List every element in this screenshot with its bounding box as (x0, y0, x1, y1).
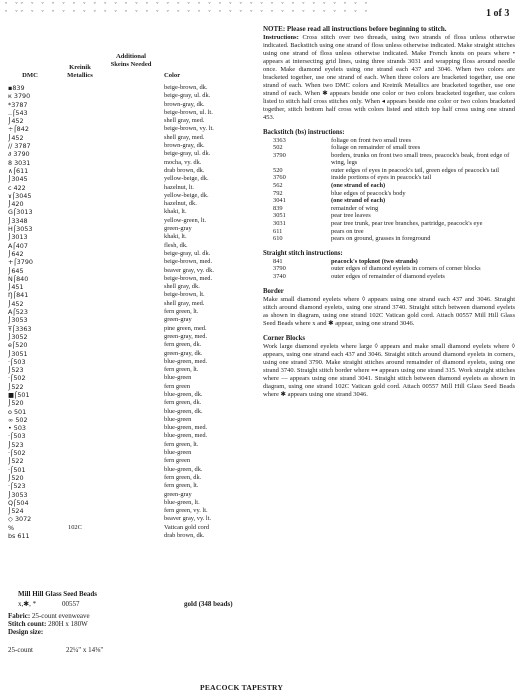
legend-symbol-dmc: ∞ 502 (8, 415, 28, 424)
stitch-description: (one strand of each) (331, 182, 386, 190)
instructions-paragraph (263, 34, 515, 122)
legend-symbol-dmc: ⌡523 (8, 366, 24, 375)
legend-color: fern green, vy. lt. (164, 507, 208, 515)
legend-color: green-gray, dk. (164, 349, 203, 357)
border-text: Make small diamond eyelets where ◊ appears using one strand each 437 and 3046. Straight stitch around diamond eyelets, using one strand 3740. Straight stitch between diamond eyelets as shown in diagram, using one strand 102C Vatican gold cord. Attach 00557 Mill Hill Glass Seed Beads where x and ✱ appear, using one strand 3046. (263, 295, 515, 327)
header-skeins: Additional Skeins Needed (110, 53, 152, 68)
legend-symbol-dmc: *3787 (8, 100, 28, 109)
legend-color: flesh, dk. (164, 241, 188, 249)
note: NOTE: Please read all instructions before beginning to stitch. (263, 25, 447, 33)
legend-symbol-dmc: ⌡452 (8, 133, 24, 142)
legend-symbol-dmc: Ŋ⌠841 (8, 291, 29, 300)
stitch-description: inside portions of eyes in peacock's tail (331, 174, 432, 182)
instructions-label: Instructions: (263, 33, 299, 41)
legend-symbol-dmc: ÷⌠842 (8, 125, 29, 134)
legend-row (8, 466, 258, 474)
legend-symbol-dmc: G⌠3013 (8, 208, 33, 217)
stitch-description: outer edges of remainder of diamond eyelets (331, 273, 445, 280)
legend-color: yellow-green, lt. (164, 216, 207, 224)
stitch-description: borders, trunks on front two small trees, peacock's beak, front edge of wing, legs (331, 151, 510, 167)
stitch-description: outer edges of eyes in peacock's tail, green edges of peacock's tail (331, 166, 500, 174)
legend-symbol-dmc: ⌡520 (8, 399, 24, 408)
legend-row (8, 325, 258, 333)
stitch-description: peacock's topknot (two strands) (331, 257, 418, 265)
legend-row (8, 374, 258, 382)
stitch-floss-number: 611 (273, 227, 283, 235)
legend-row (8, 316, 258, 324)
legend-row (8, 250, 258, 258)
legend-color: beige-brown, vy. lt. (164, 125, 214, 133)
legend-row (8, 366, 258, 374)
legend-row (8, 532, 258, 540)
legend-symbol-dmc: ⌡3013 (8, 233, 28, 242)
legend-symbol-dmc: ⌡642 (8, 249, 24, 258)
legend-row (8, 482, 258, 490)
scan-noise-top: ˇ ˇˇ ˇ ˇ ˇ ˇ ˇ ˇ ˇ ˇ ˇ ˇ ˇ ˇ ˇ ˇ ˇ ˇ ˇ ˇ ˇ ˇ ˇ ˇ ˇ ˇ ˇ ˇ ˇ ˇ ˇ ˇ ˇ ˇ ˇ (4, 2, 370, 10)
legend-symbol-dmc: N⌠840 (8, 274, 29, 283)
legend-color: blue-green, med. (164, 432, 208, 440)
stitch-description: foliage on remainder of small trees (331, 144, 421, 152)
legend-color: blue-green, dk. (164, 390, 203, 398)
legend-row (8, 416, 258, 424)
footer-title: PEACOCK TAPESTRY (200, 683, 284, 692)
legend-symbol-dmc: Ŧ⌠3363 (8, 324, 32, 333)
stitch-floss-number: 502 (273, 144, 283, 152)
legend-color: yellow-beige, dk. (164, 191, 209, 199)
stitch-floss-number: 3790 (273, 265, 286, 273)
legend-color: blue-green, dk. (164, 407, 203, 415)
legend-row (8, 208, 258, 216)
legend-color: khaki, lt. (164, 208, 187, 216)
legend-color: beige-brown, med. (164, 274, 213, 282)
legend-row (8, 391, 258, 399)
legend-row (8, 150, 258, 158)
legend-row (8, 275, 258, 283)
stitch-floss-number: 562 (273, 182, 283, 190)
stitch-floss-number: 3031 (273, 220, 286, 228)
legend-symbol-dmc: 8 3031 (8, 158, 31, 167)
legend-color: shell gray, med. (164, 117, 205, 125)
stitch-row (263, 228, 515, 236)
legend-symbol-dmc: ɤ⌠3045 (8, 191, 32, 200)
legend-row (8, 424, 258, 432)
legend-symbol-dmc: A⌠523 (8, 308, 28, 317)
legend-symbol-dmc: ·⌠502 (8, 449, 26, 458)
stitch-row (263, 197, 515, 205)
color-legend (8, 84, 258, 540)
legend-symbol-dmc: % (8, 523, 15, 532)
legend-row (8, 457, 258, 465)
legend-color: green-gray (164, 225, 192, 233)
stitch-description: blue edges of peacock's body (331, 189, 406, 197)
legend-color: blue-green, med. (164, 424, 208, 432)
legend-color: shell gray, med. (164, 299, 205, 307)
legend-color: hazelnut, lt. (164, 183, 194, 191)
legend-row (8, 499, 258, 507)
legend-row (8, 175, 258, 183)
legend-row (8, 399, 258, 407)
legend-row (8, 408, 258, 416)
legend-symbol-dmc: ·⌠523 (8, 482, 26, 491)
legend-color: green-gray, med. (164, 332, 208, 340)
corner-blocks-text: Work large diamond eyelets where large ◊ appears and make small diamond eyelets where ◊ appears, using one strand each 437 and 3046. Straight stitch around diamond eyelets in corners, using one strand 3790. Make straight stitches around remainder of diamond eyelets, using one strand 3740. Straight stitch border where ⊶ appears using one strand 315. Work straight stitches where — appears using one strand 3041. Straight stitch between diamond eyelets as shown in diagram, using one strand 102C Vatican gold cord. Attach 00557 Mill Hill Glass Seed Beads where ✱ appears using one strand 3046. (263, 342, 515, 398)
legend-color: beaver gray, vy. lt. (164, 515, 212, 523)
legend-color: fern green, lt. (164, 482, 199, 490)
stitch-row (263, 182, 515, 190)
legend-symbol-dmc: ..⌠543 (8, 108, 28, 117)
stitch-floss-number: 3051 (273, 212, 286, 220)
legend-symbol-dmc: ⌡452 (8, 117, 24, 126)
legend-row (8, 267, 258, 275)
stitch-count-label: Stitch count: (8, 620, 47, 629)
legend-row (8, 308, 258, 316)
legend-row (8, 474, 258, 482)
stitch-description: pears on tree (331, 227, 364, 235)
legend-row (8, 142, 258, 150)
stitch-floss-number: 839 (273, 204, 283, 212)
legend-color: fern green, lt. (164, 440, 199, 448)
stitch-row (263, 137, 515, 145)
stitch-row (263, 235, 515, 243)
legend-symbol-dmc: ·⌠502 (8, 374, 26, 383)
stitch-row (263, 152, 515, 167)
legend-symbol-dmc: // 3787 (8, 142, 31, 151)
legend-symbol-dmc: ·⌠503 (8, 357, 26, 366)
legend-row (8, 491, 258, 499)
legend-row (8, 432, 258, 440)
stitch-floss-number: 3760 (273, 174, 286, 182)
legend-symbol-dmc: ▪839 (8, 84, 25, 92)
legend-row (8, 291, 258, 299)
legend-color: fern green (164, 382, 191, 390)
legend-row (8, 92, 258, 100)
legend-color: mocha, vy. dk. (164, 158, 202, 166)
legend-row (8, 441, 258, 449)
legend-color: fern green, dk. (164, 399, 202, 407)
legend-symbol-dmc: bs 611 (8, 532, 30, 541)
legend-color: drab brown, dk. (164, 532, 205, 540)
legend-row (8, 300, 258, 308)
beads-row (18, 600, 268, 609)
legend-color: khaki, lt. (164, 233, 187, 241)
legend-row (8, 192, 258, 200)
header-color: Color (164, 72, 181, 79)
legend-row (8, 101, 258, 109)
legend-symbol-dmc: ⌡420 (8, 200, 24, 209)
legend-color: blue-green (164, 374, 192, 382)
fabric-value: 25-count evenweave (31, 612, 90, 620)
legend-symbol-dmc: ⌡452 (8, 299, 24, 308)
legend-color: drab brown, dk. (164, 166, 205, 174)
legend-color: beige-brown, med. (164, 258, 213, 266)
instructions-text: Cross stitch over two threads, using two strands of floss unless otherwise indicated. Backstitch using one strand of floss unless otherwise indicated. Make straight stitches using one strand of floss unless otherwise indicated. Make French knots on pears where • appears at intersecting grid lines, using three strands 3031 and wrapping floss around needle once. Make diamond eyelets using one strand each 437 and 3046. When two colors are bracketed together, use one strand of each. When three colors are bracketed together, use one strand of each. When two DMC colors and Kreinik Metallics are bracketed together, use one strand of each. When ✱ appears beside one color or two colors bracketed together, use colors listed to stitch half cross stitches only. When ◂ appears beside one color or two colors bracketed together, stitch bottom half cross with colors listed and stitch top half cross using one strand 453. (263, 33, 515, 121)
legend-color: beaver gray, vy. dk. (164, 266, 214, 274)
legend-color: Vatican gold cord (164, 523, 210, 531)
legend-row (8, 383, 258, 391)
legend-color: beige-brown, lt. (164, 291, 205, 299)
legend-symbol-dmc: ⌡522 (8, 457, 24, 466)
legend-color: beige-gray, ul. dk. (164, 150, 211, 158)
legend-color: blue-green (164, 449, 192, 457)
beads-title: Mill Hill Glass Seed Beads (18, 590, 97, 598)
legend-symbol-dmc: e⌠520 (8, 341, 28, 350)
legend-row (8, 84, 258, 92)
backstitch-table (263, 137, 515, 243)
legend-row (8, 167, 258, 175)
legend-symbol-dmc: ⌡451 (8, 283, 24, 292)
legend-color: fern green (164, 457, 191, 465)
legend-symbol-dmc: ·⌠503 (8, 432, 26, 441)
stitch-description: foliage on front two small trees (331, 136, 412, 144)
stitch-floss-number: 3740 (273, 273, 286, 280)
stitch-row (263, 220, 515, 228)
fabric-line (8, 612, 263, 620)
legend-symbol-dmc: ⌡645 (8, 266, 24, 275)
straight-stitch-title: Straight stitch instructions: (263, 249, 343, 257)
legend-row (8, 258, 258, 266)
stitch-row (263, 258, 515, 266)
legend-row (8, 242, 258, 250)
bead-symbols: x,✱, * (18, 600, 37, 608)
legend-color: green-gray (164, 316, 192, 324)
legend-color: blue-green, lt. (164, 498, 200, 506)
bead-description: gold (348 beads) (184, 600, 233, 608)
legend-row (8, 225, 258, 233)
design-size-count: 25-count (8, 646, 33, 654)
legend-color: beige-brown, ul. lt. (164, 108, 213, 116)
legend-symbol-dmc: к 3790 (8, 92, 31, 101)
straight-stitch-table (263, 258, 515, 281)
scan-noise-second: ˇ ˇˇ ˇ ˇ ˇ ˇ ˇ ˇ ˇ ˇ ˇ ˇ ˇ ˇ ˇ ˇ ˇ ˇ ˇ ˇ ˇ ˇ ˇ ˇ ˇ ˇ ˇ ˇ ˇ ˇ ˇ ˇ ˇ ˇ ˇ (4, 10, 370, 18)
legend-row (8, 341, 258, 349)
stitch-row (263, 190, 515, 198)
stitch-description: pears on ground, grasses in foreground (331, 235, 431, 243)
stitch-description: (one strand of each) (331, 197, 386, 205)
legend-symbol-dmc: ⌡522 (8, 382, 24, 391)
legend-symbol-dmc: ⌡3051 (8, 349, 28, 358)
legend-row (8, 507, 258, 515)
legend-color: beige-gray, ul. dk. (164, 92, 211, 100)
legend-symbol-dmc: +⌠3790 (8, 258, 33, 267)
legend-color: fern green, dk. (164, 473, 202, 481)
stitch-floss-number: 792 (273, 189, 283, 197)
legend-color: fern green, dk. (164, 341, 202, 349)
stitch-count-line (8, 620, 263, 628)
legend-color: blue-green (164, 415, 192, 423)
stitch-row (263, 212, 515, 220)
legend-symbol-dmc: ⌡3348 (8, 216, 28, 225)
legend-symbol-dmc: H⌠3053 (8, 225, 33, 234)
backstitch-title: Backstitch (bs) instructions: (263, 128, 345, 136)
legend-kreinik: 102C (68, 523, 82, 531)
stitch-description: remainder of wing (331, 204, 379, 212)
stitch-description: outer edges of diamond eyelets in corners of corner blocks (331, 265, 481, 273)
legend-row (8, 125, 258, 133)
bead-number: 00557 (62, 600, 80, 608)
stitch-floss-number: 610 (273, 235, 283, 243)
stitch-floss-number: 3790 (273, 151, 286, 159)
legend-symbol-dmc: A⌠407 (8, 241, 28, 250)
legend-symbol-dmc: • 503 (8, 424, 26, 433)
stitch-row (263, 167, 515, 175)
legend-row (8, 358, 258, 366)
legend-row (8, 117, 258, 125)
legend-symbol-dmc: o 501 (8, 407, 27, 416)
legend-row (8, 134, 258, 142)
legend-symbol-dmc: ⌡3053 (8, 316, 28, 325)
legend-symbol-dmc: c 422 (8, 183, 26, 192)
legend-row (8, 184, 258, 192)
legend-row (8, 449, 258, 457)
stitch-row (263, 144, 515, 152)
fabric-label: Fabric: (8, 612, 31, 620)
fabric-info (8, 612, 263, 637)
legend-color: blue-green, dk. (164, 465, 203, 473)
legend-color: beige-gray, ul. dk. (164, 249, 211, 257)
stitch-description: pear tree leaves (331, 212, 371, 220)
legend-symbol-dmc: ·⌠501 (8, 465, 26, 474)
header-dmc: DMC (22, 72, 38, 79)
legend-symbol-dmc: ∂ 3790 (8, 150, 30, 159)
legend-color: yellow-beige, dk. (164, 175, 209, 183)
legend-symbol-dmc: ⌡3045 (8, 175, 28, 184)
stitch-floss-number: 520 (273, 166, 283, 174)
stitch-row (263, 205, 515, 213)
legend-row (8, 524, 258, 532)
legend-row (8, 109, 258, 117)
legend-row (8, 515, 258, 523)
stitch-description: pear tree trunk, pear tree branches, partridge, peacock's eye (331, 220, 483, 228)
stitch-count-value: 280H x 180W (48, 620, 88, 629)
legend-symbol-dmc: ◇ 3072 (8, 515, 32, 524)
design-size-label: Design size: (8, 628, 44, 637)
legend-row (8, 333, 258, 341)
legend-symbol-dmc: Q⌠504 (8, 498, 29, 507)
legend-symbol-dmc: ∧⌠611 (8, 166, 29, 175)
legend-color: green-gray (164, 490, 192, 498)
stitch-floss-number: 3363 (273, 136, 286, 144)
legend-row (8, 283, 258, 291)
legend-row (8, 217, 258, 225)
legend-symbol-dmc: ⌡524 (8, 507, 24, 516)
legend-color: brown-gray, dk. (164, 100, 205, 108)
legend-color: blue-green, med. (164, 357, 208, 365)
legend-row (8, 233, 258, 241)
legend-row (8, 350, 258, 358)
legend-color: pine green, med. (164, 324, 207, 332)
legend-color: fern green, lt. (164, 366, 199, 374)
legend-color: hazelnut, dk. (164, 200, 197, 208)
legend-color: beige-brown, dk. (164, 84, 208, 91)
legend-symbol-dmc: ⌡523 (8, 440, 24, 449)
page-number: 1 of 3 (486, 8, 510, 19)
legend-color: fern green, lt. (164, 308, 199, 316)
legend-symbol-dmc: ⌡520 (8, 473, 24, 482)
border-title: Border (263, 287, 284, 295)
stitch-row (263, 273, 515, 281)
instructions-column (263, 25, 515, 399)
stitch-row (263, 265, 515, 273)
legend-row (8, 159, 258, 167)
legend-color: shell gray, med. (164, 133, 205, 141)
header-kreinik: Kreinik Metallics (67, 64, 93, 79)
legend-symbol-dmc: ⌡3053 (8, 490, 28, 499)
legend-color: shell gray, dk. (164, 283, 200, 291)
corner-blocks-title: Corner Blocks (263, 334, 305, 342)
legend-row (8, 200, 258, 208)
stitch-floss-number: 841 (273, 257, 283, 265)
legend-symbol-dmc: ⌡3052 (8, 332, 28, 341)
stitch-floss-number: 3041 (273, 197, 286, 205)
stitch-row (263, 174, 515, 182)
legend-color: brown-gray, dk. (164, 142, 205, 150)
legend-symbol-dmc: ■⌠501 (8, 390, 30, 399)
design-size-value: 22¼" x 14⅜" (66, 646, 104, 654)
